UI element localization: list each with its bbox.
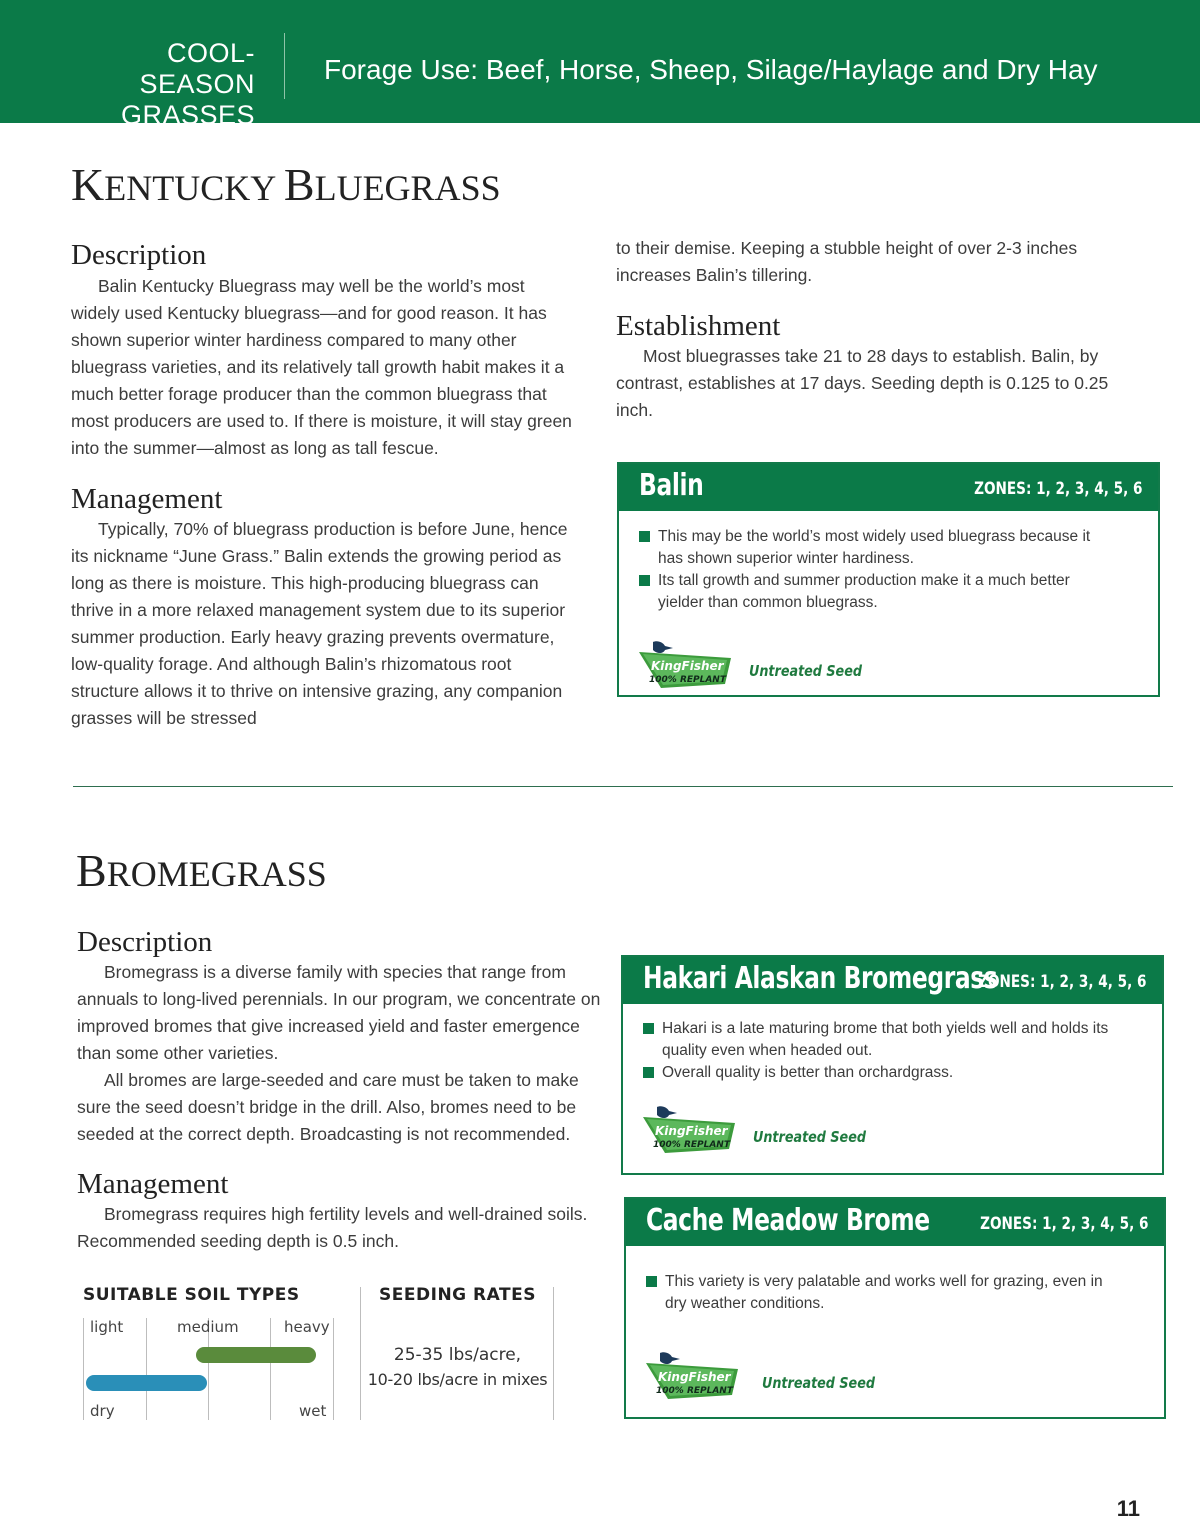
bullet-square-icon xyxy=(643,1023,654,1034)
kb-establishment-text xyxy=(616,343,1116,424)
seed-treatment-label: Untreated Seed xyxy=(749,662,862,680)
product-bullets xyxy=(643,1018,1113,1084)
seeding-rate-line-2: 10-20 lbs/acre in mixes xyxy=(367,1370,548,1389)
title-cap: B xyxy=(76,845,107,896)
soil-label-light: light xyxy=(90,1318,124,1336)
kb-management-text xyxy=(71,516,579,732)
product-zones: ZONES: 1, 2, 3, 4, 5, 6 xyxy=(973,479,1142,499)
brome-description-p1-body: Bromegrass is a diverse family with species that range from annuals to long-lived perennials. In our program, we concentrate on improved bromes that give increased yield and faster emergence than some other varieties. xyxy=(77,962,601,1063)
title-cap: B xyxy=(283,159,315,210)
product-box-hakari xyxy=(621,955,1164,1175)
bullet-square-icon xyxy=(643,1067,654,1078)
logo-tag-text: 100% REPLANT xyxy=(653,1140,730,1150)
soil-label-medium: medium xyxy=(177,1318,239,1336)
title-rest: ENTUCKY xyxy=(104,168,284,208)
brome-description-p2 xyxy=(77,1067,592,1148)
kb-description-body: Balin Kentucky Bluegrass may well be the world’s most widely used Kentucky bluegrass—and for good reason. It has shown superior winter hardiness compared to many other bluegrass varieties, and its relatively tall growth habit makes it a much better forage producer than the common bluegrass that most producers are used to. If there is moisture, it will stay green into the summer—almost as long as tall fescue. xyxy=(71,276,572,458)
title-cap: K xyxy=(71,159,105,210)
header-divider xyxy=(284,33,285,99)
soil-label-heavy: heavy xyxy=(284,1318,330,1336)
product-name: Hakari Alaskan Bromegrass xyxy=(643,961,998,996)
bullet-text: This variety is very palatable and works well for grazing, even in dry weather conditions. xyxy=(665,1273,1103,1312)
bullet-text: Overall quality is better than orchardgrass. xyxy=(662,1064,954,1081)
soil-moisture-range-bar xyxy=(86,1375,207,1391)
kb-establishment-heading: Establishment xyxy=(616,310,781,342)
logo-brand-text: KingFisher xyxy=(651,659,724,673)
product-box-cache-meadow xyxy=(624,1197,1166,1419)
product-bullets xyxy=(639,526,1109,614)
title-rest: ROMEGRASS xyxy=(106,854,327,894)
brome-management-body: Bromegrass requires high fertility levels and well-drained soils. Recommended seeding depth is 0.5 inch. xyxy=(77,1204,588,1251)
logo-tag-text: 100% REPLANT xyxy=(656,1386,733,1396)
bullet-square-icon xyxy=(639,575,650,586)
list-item xyxy=(643,1062,1113,1084)
kb-description-heading: Description xyxy=(71,239,207,271)
product-header-bar xyxy=(619,464,1158,511)
brome-description-p2-body: All bromes are large-seeded and care must be taken to make sure the seed doesn’t bridge in the drill. Also, bromes need to be seeded at the correct depth. Broadcasting is not recommended. xyxy=(77,1070,579,1144)
kingfisher-logo-icon xyxy=(637,640,733,690)
logo-brand-text: KingFisher xyxy=(655,1124,728,1138)
product-bullets xyxy=(646,1271,1116,1315)
soil-label-dry: dry xyxy=(90,1402,115,1420)
kb-description-text xyxy=(71,273,576,462)
brome-management-heading: Management xyxy=(77,1168,229,1200)
product-zones: ZONES: 1, 2, 3, 4, 5, 6 xyxy=(977,972,1146,992)
brome-management-text xyxy=(77,1201,592,1255)
seed-treatment-label: Untreated Seed xyxy=(753,1128,866,1146)
logo-brand-text: KingFisher xyxy=(658,1370,731,1384)
category-line-2: GRASSES xyxy=(120,100,255,130)
section-divider xyxy=(73,786,1173,787)
soil-types-title: SUITABLE SOIL TYPES xyxy=(83,1285,300,1305)
bromegrass-title xyxy=(76,844,327,897)
product-header-bar xyxy=(623,957,1162,1004)
category-label xyxy=(60,38,255,131)
kb-management-heading: Management xyxy=(71,483,223,515)
seeding-rate-line-1: 25-35 lbs/acre, xyxy=(393,1345,522,1365)
soil-gridline xyxy=(83,1318,84,1420)
page-number: 11 xyxy=(1116,1496,1140,1521)
kb-management-body: Typically, 70% of bluegrass production is before June, hence its nickname “June Grass.” Balin extends the growing period as long as there is moisture. This high-producing bluegrass can thrive in a more relaxed management system due to its superior summer production. Early heavy grazing prevents overmature, low-quality forage. And although Balin’s rhizomatous root structure allows it to thrive on intensive grazing, any companion grasses will be stressed xyxy=(71,519,568,728)
soil-texture-range-bar xyxy=(196,1347,316,1363)
brome-description-heading: Description xyxy=(77,926,213,958)
bullet-text: Its tall growth and summer production make it a much better yielder than common bluegrass. xyxy=(658,572,1070,611)
kingfisher-logo-icon xyxy=(641,1105,737,1155)
product-header-bar xyxy=(626,1199,1164,1246)
seed-treatment-label: Untreated Seed xyxy=(762,1374,875,1392)
soil-label-wet: wet xyxy=(299,1402,327,1420)
forage-use-text: Forage Use: Beef, Horse, Sheep, Silage/Haylage and Dry Hay xyxy=(324,54,1098,85)
logo-tag-text: 100% REPLANT xyxy=(649,675,726,685)
product-name: Balin xyxy=(639,468,704,503)
list-item xyxy=(643,1018,1113,1062)
soil-gridline xyxy=(333,1318,334,1420)
product-box-balin xyxy=(617,462,1160,697)
category-line-1: COOL-SEASON xyxy=(139,38,255,99)
kingfisher-logo-icon xyxy=(644,1351,740,1401)
soil-gridline xyxy=(270,1318,271,1420)
kb-establishment-body: Most bluegrasses take 21 to 28 days to establish. Balin, by contrast, establishes at 17 days. Seeding depth is 0.125 to 0.25 inch. xyxy=(616,346,1109,420)
soil-gridline xyxy=(146,1318,147,1420)
product-zones: ZONES: 1, 2, 3, 4, 5, 6 xyxy=(979,1214,1148,1234)
bullet-text: Hakari is a late maturing brome that both yields well and holds its quality even when headed out. xyxy=(662,1020,1109,1059)
bullet-text: This may be the world’s most widely used bluegrass because it has shown superior winter hardiness. xyxy=(658,528,1091,567)
title-rest: LUEGRASS xyxy=(314,168,501,208)
kb-management-continued: to their demise. Keeping a stubble height of over 2-3 inches increases Balin’s tillering. xyxy=(616,238,1078,285)
list-item xyxy=(646,1271,1116,1315)
page-header-band xyxy=(0,0,1200,130)
list-item xyxy=(639,526,1109,570)
seeding-rates-title: SEEDING RATES xyxy=(379,1285,536,1305)
list-item xyxy=(639,570,1109,614)
brome-description-p1 xyxy=(77,959,607,1067)
bullet-square-icon xyxy=(639,531,650,542)
kentucky-bluegrass-title xyxy=(71,158,501,211)
bullet-square-icon xyxy=(646,1276,657,1287)
product-name: Cache Meadow Brome xyxy=(646,1203,930,1238)
